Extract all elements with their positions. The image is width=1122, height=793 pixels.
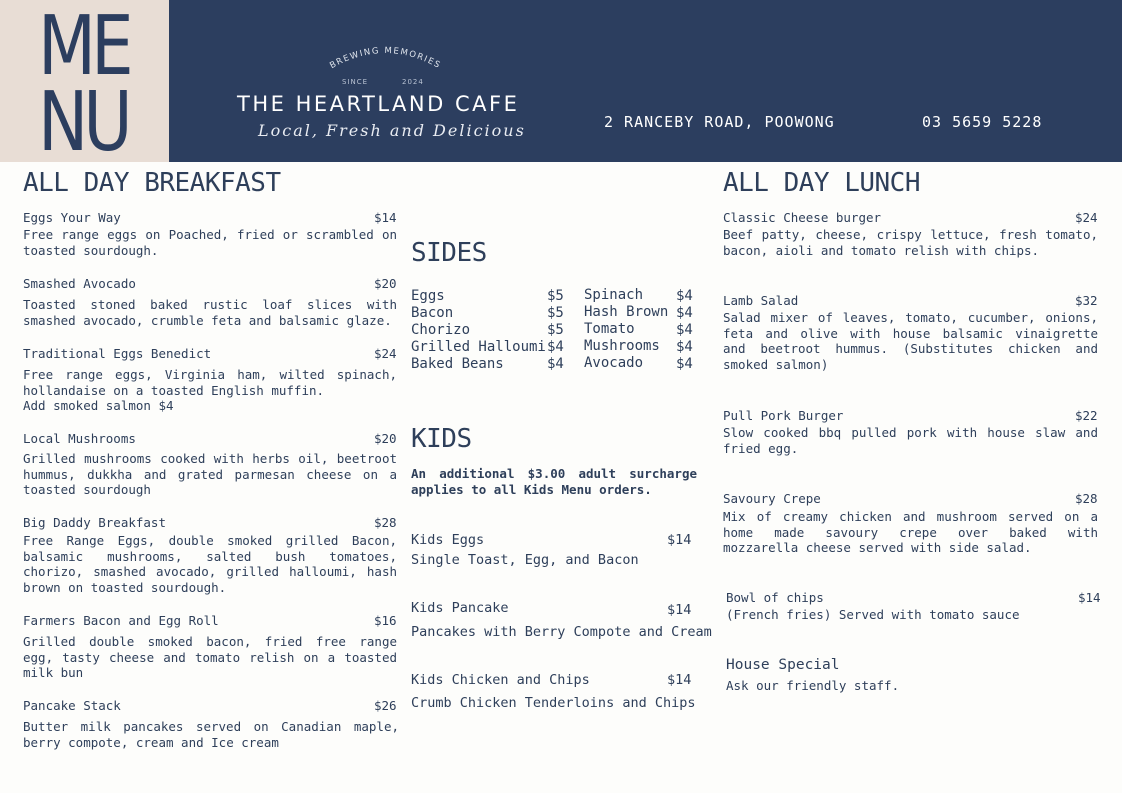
side-item-name: Eggs	[411, 288, 445, 304]
menu-item-price: $26	[374, 698, 397, 713]
sides-title: SIDES	[411, 238, 487, 268]
menu-item-name: Local Mushrooms	[23, 431, 136, 446]
cafe-name: THE HEARTLAND CAFE	[237, 92, 520, 116]
sides-left-prices	[547, 288, 564, 373]
menu-item-price: $14	[1078, 590, 1101, 605]
menu-item-description: Free range eggs, Virginia ham, wilted spinach, hollandaise on a toasted English muffin.	[23, 367, 397, 398]
menu-item-name: Farmers Bacon and Egg Roll	[23, 613, 219, 628]
menu-item-price: $24	[374, 346, 397, 361]
kids-item-price: $14	[667, 672, 692, 688]
menu-item-price: $22	[1075, 408, 1098, 423]
menu-item-name: Pancake Stack	[23, 698, 121, 713]
side-item-price: $4	[676, 322, 693, 338]
menu-item-name: Traditional Eggs Benedict	[23, 346, 212, 361]
side-item-price: $4	[547, 356, 564, 372]
kids-surcharge-note: An additional $3.00 adult surcharge applies to all Kids Menu orders.	[411, 466, 697, 497]
menu-item-name: Smashed Avocado	[23, 276, 136, 291]
menu-item-description: Toasted stoned baked rustic loaf slices with smashed avocado, crumble feta and balsamic glaze.	[23, 297, 397, 328]
menu-item-price: $28	[1075, 491, 1098, 506]
menu-item-description: Slow cooked bbq pulled pork with house slaw and fried egg.	[723, 425, 1098, 456]
house-special-title: House Special	[726, 657, 840, 673]
side-item-price: $4	[547, 339, 564, 355]
house-special-description: Ask our friendly staff.	[726, 678, 900, 693]
menu-title-line2: NU	[38, 75, 128, 170]
side-item-price: $5	[547, 288, 564, 304]
menu-item-price: $24	[1075, 210, 1098, 225]
kids-item-price: $14	[667, 602, 692, 618]
menu-item-description: Beef patty, cheese, crispy lettuce, fresh tomato, bacon, aioli and tomato relish with chips.	[723, 227, 1098, 258]
side-item-name: Mushrooms	[584, 338, 660, 354]
kids-item-description: Pancakes with Berry Compote and Cream	[411, 624, 712, 640]
svg-text:BREWING MEMORIES	[328, 46, 442, 71]
menu-item-name: Eggs Your Way	[23, 210, 121, 225]
kids-item-price: $14	[667, 532, 692, 548]
menu-item-name: Big Daddy Breakfast	[23, 515, 166, 530]
brewing-memories-text: BREWING MEMORIES	[328, 45, 443, 72]
side-item-name: Chorizo	[411, 322, 471, 338]
kids-item-name: Kids Eggs	[411, 532, 485, 548]
menu-item-name: Bowl of chips	[726, 590, 824, 605]
menu-item-name: Pull Pork Burger	[723, 408, 844, 423]
side-item-name: Spinach	[584, 287, 644, 303]
side-item-name: Bacon	[411, 305, 454, 321]
menu-item-price: $14	[374, 210, 397, 225]
menu-item-description: Mix of creamy chicken and mushroom served on a home made savoury crepe over baked with mozzarella cheese served with side salad.	[723, 509, 1098, 555]
sides-right-names	[584, 287, 668, 372]
side-item-name: Avocado	[584, 355, 644, 371]
side-item-price: $4	[676, 339, 693, 355]
cafe-tagline: Local, Fresh and Delicious	[258, 121, 526, 140]
since-label: SINCE	[342, 78, 369, 86]
side-item-name: Grilled Halloumi	[411, 339, 546, 355]
side-item-name: Hash Brown	[584, 304, 669, 320]
lunch-title: ALL DAY LUNCH	[723, 168, 920, 198]
menu-item-price: $32	[1075, 293, 1098, 308]
side-item-price: $4	[676, 288, 693, 304]
menu-item-description: Butter milk pancakes served on Canadian maple, berry compote, cream and Ice cream	[23, 719, 399, 750]
menu-item-price: $20	[374, 431, 397, 446]
menu-title-line1: ME	[38, 0, 129, 94]
side-item-price: $5	[547, 322, 564, 338]
kids-item-description: Single Toast, Egg, and Bacon	[411, 552, 639, 568]
menu-item-description: (French fries) Served with tomato sauce	[726, 607, 1020, 622]
cafe-address: 2 RANCEBY ROAD, POOWONG	[604, 113, 835, 131]
kids-item-name: Kids Chicken and Chips	[411, 672, 590, 688]
kids-item-name: Kids Pancake	[411, 600, 509, 616]
cafe-phone: 03 5659 5228	[922, 113, 1043, 131]
menu-item-price: $28	[374, 515, 397, 530]
side-item-name: Baked Beans	[411, 356, 504, 372]
menu-item-name: Classic Cheese burger	[723, 210, 882, 225]
side-item-name: Tomato	[584, 321, 635, 337]
brewing-memories-arc	[318, 40, 453, 76]
menu-item-name: Lamb Salad	[723, 293, 799, 308]
menu-item-addon: Add smoked salmon $4	[23, 398, 174, 413]
menu-item-description: Free range eggs on Poached, fried or scrambled on toasted sourdough.	[23, 227, 397, 258]
menu-item-price: $20	[374, 276, 397, 291]
menu-item-description: Salad mixer of leaves, tomato, cucumber, onions, feta and olive with house balsamic vinaigrette and beetroot hummus. (Substitutes chicken and smoked salmon)	[723, 310, 1098, 372]
kids-title: KIDS	[411, 424, 472, 454]
menu-title-block	[0, 0, 169, 170]
side-item-price: $4	[676, 305, 693, 321]
side-item-price: $5	[547, 305, 564, 321]
kids-item-description: Crumb Chicken Tenderloins and Chips	[411, 695, 696, 711]
menu-item-name: Savoury Crepe	[723, 491, 821, 506]
sides-left-names	[411, 288, 546, 373]
breakfast-title: ALL DAY BREAKFAST	[23, 168, 281, 198]
menu-item-description: Free Range Eggs, double smoked grilled Bacon, balsamic mushrooms, salted bush tomatoes, chorizo, smashed avocado, grilled halloumi, hash brown on toasted sourdough.	[23, 533, 397, 595]
menu-item-description: Grilled double smoked bacon, fried free range egg, tasty cheese and tomato relish on a toasted milk bun	[23, 634, 397, 680]
side-item-price: $4	[676, 356, 693, 372]
sides-right-prices	[676, 288, 693, 373]
since-year: 2024	[402, 78, 424, 86]
menu-item-price: $16	[374, 613, 397, 628]
menu-item-description: Grilled mushrooms cooked with herbs oil, beetroot hummus, dukkha and grated parmesan cheese on a toasted sourdough	[23, 451, 397, 497]
